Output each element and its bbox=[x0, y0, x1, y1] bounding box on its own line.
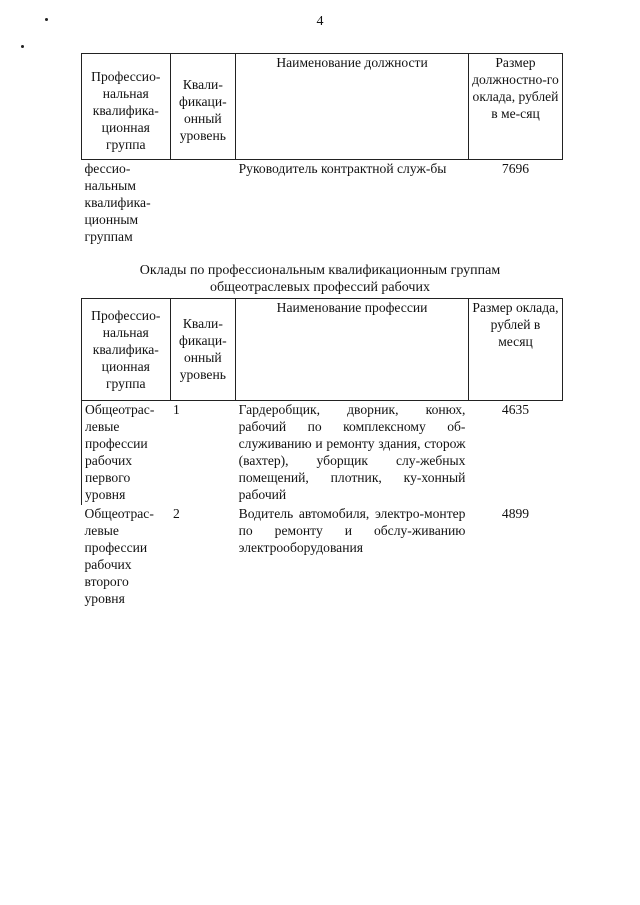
table-header-row bbox=[82, 299, 563, 401]
header-salary: Размер оклада, рублей в месяц bbox=[468, 299, 562, 401]
cell-salary: 4899 bbox=[501, 506, 530, 521]
table-row bbox=[82, 505, 563, 607]
cell-salary: 7696 bbox=[501, 161, 530, 176]
cell-level bbox=[170, 160, 236, 246]
scan-mark bbox=[21, 45, 24, 48]
table-row bbox=[82, 160, 563, 246]
workers-table bbox=[81, 298, 563, 607]
cell-profession: Водитель автомобиля, электро-монтер по ремонту и обслу-живанию электрооборудования bbox=[238, 506, 466, 555]
header-level: Квали-фикаци-онный уровень bbox=[170, 299, 236, 401]
cell-profession: Гардеробщик, дворник, конюх, рабочий по комплексному об-служиванию и ремонту здания, сторож (вахтер), уборщик слу-жебных помещений, плотник, ку-хонный рабочий bbox=[238, 402, 466, 502]
header-level: Квали-фикаци-онный уровень bbox=[170, 54, 236, 160]
cell-group: Общеотрас-левые профессии рабочих второго уровня bbox=[84, 506, 154, 606]
caption-line-2: общеотраслевых профессий рабочих bbox=[210, 280, 430, 295]
header-group: Профессио-нальная квалифика-ционная группа bbox=[82, 299, 171, 401]
section-caption bbox=[0, 262, 640, 296]
cell-level: 2 bbox=[173, 506, 180, 521]
cell-salary: 4635 bbox=[501, 402, 530, 417]
table-row bbox=[82, 401, 563, 506]
positions-table bbox=[81, 53, 563, 245]
table-header-row bbox=[82, 54, 563, 160]
cell-level: 1 bbox=[173, 402, 180, 417]
page-number: 4 bbox=[316, 14, 324, 29]
header-position: Наименование должности bbox=[236, 54, 469, 160]
header-salary: Размер должностно-го оклада, рублей в ме-сяц bbox=[468, 54, 562, 160]
cell-group: Общеотрас-левые профессии рабочих первого уровня bbox=[82, 401, 171, 506]
caption-line-1: Оклады по профессиональным квалификационным группам bbox=[139, 263, 501, 278]
cell-position: Руководитель контрактной служ-бы bbox=[238, 161, 447, 176]
scan-mark bbox=[45, 18, 48, 21]
header-group: Профессио-нальная квалифика-ционная группа bbox=[82, 54, 171, 160]
cell-group: фессио-нальным квалифика-ционным группам bbox=[84, 161, 151, 244]
header-profession: Наименование профессии bbox=[236, 299, 469, 401]
